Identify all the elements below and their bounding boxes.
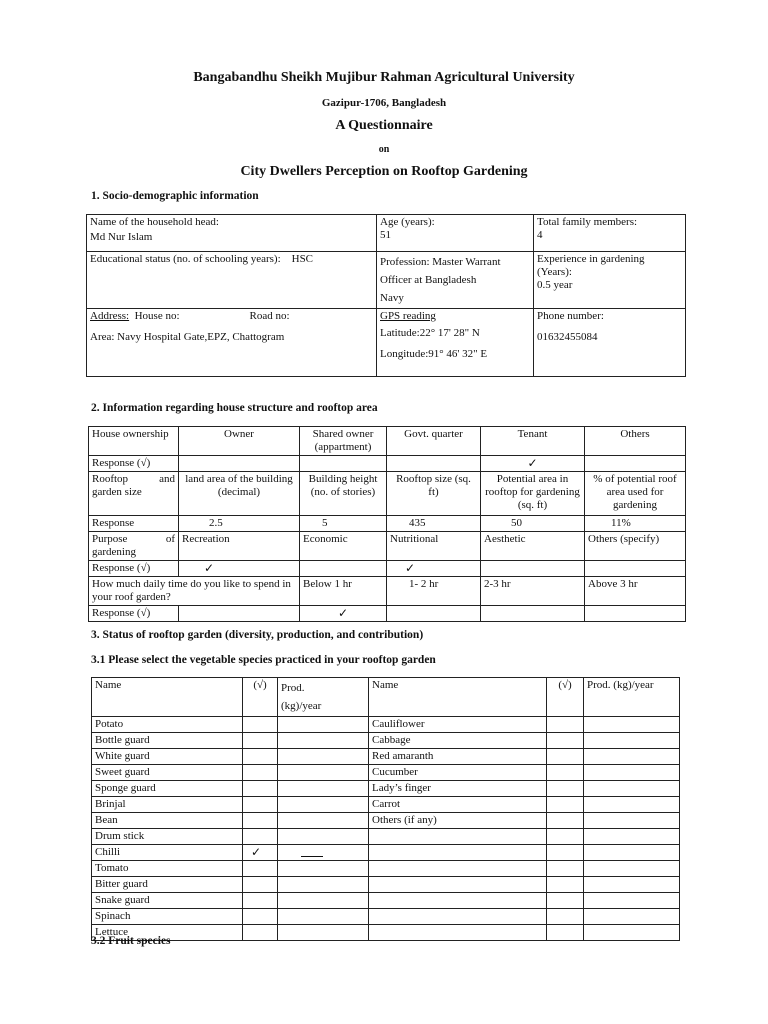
section3-heading: 3. Status of rooftop garden (diversity, production, and contribution): [91, 629, 424, 641]
education-cell: Educational status (no. of schooling years): HSC: [87, 252, 377, 309]
family-members-cell: Total family members: 4: [534, 215, 686, 252]
empty-cell: [278, 781, 369, 797]
empty-cell: [547, 781, 584, 797]
empty-cell: [243, 717, 278, 733]
response-label-3: Response (√): [89, 561, 179, 577]
empty-cell: [243, 765, 278, 781]
rooftop-size-value: 435: [387, 516, 481, 532]
recreation-checkmark: ✓: [179, 561, 300, 577]
empty-cell: [547, 717, 584, 733]
empty-cell: [547, 877, 584, 893]
check-header-right: (√): [547, 678, 584, 717]
socio-demographic-table: [86, 214, 686, 377]
empty-cell: [584, 877, 680, 893]
address-cell: Address: House no: Road no: Area: Navy Hospital Gate,EPZ, Chattogram: [87, 309, 377, 377]
prod-header-left: Prod. (kg)/year: [278, 678, 369, 717]
shared-owner-header: Shared owner (appartment): [300, 427, 387, 456]
vegetable-row-right: Cabbage: [369, 733, 547, 749]
empty-cell: [278, 925, 369, 941]
prod-header-right: Prod. (kg)/year: [584, 678, 680, 717]
nutritional-checkmark: ✓: [387, 561, 481, 577]
empty-cell: [369, 845, 547, 861]
empty-cell: [243, 877, 278, 893]
section3-1-heading: 3.1 Please select the vegetable species practiced in your rooftop garden: [91, 654, 436, 666]
empty-cell: [278, 829, 369, 845]
daily-time-question: How much daily time do you like to spend in your roof garden?: [89, 577, 300, 606]
profession-cell: Profession: Master Warrant Officer at Bangladesh Navy: [377, 252, 534, 309]
empty-cell: [584, 781, 680, 797]
empty-cell: [547, 733, 584, 749]
one-two-hr-response: [387, 606, 481, 622]
age-cell: Age (years): 51: [377, 215, 534, 252]
ownership-others-response: [585, 456, 686, 472]
one-two-hr-header: 1- 2 hr: [387, 577, 481, 606]
empty-cell: [584, 765, 680, 781]
name-header-right: Name: [369, 678, 547, 717]
empty-cell: [278, 797, 369, 813]
empty-cell: [278, 877, 369, 893]
vegetable-row-left: Bottle guard: [92, 733, 243, 749]
empty-cell: [547, 829, 584, 845]
empty-cell: [547, 893, 584, 909]
land-area-value: 2.5: [179, 516, 300, 532]
vegetable-row-left: Bean: [92, 813, 243, 829]
nutritional-header: Nutritional: [387, 532, 481, 561]
check-header-left: (√): [243, 678, 278, 717]
potential-area-value: 50: [481, 516, 585, 532]
vegetable-row-left: White guard: [92, 749, 243, 765]
empty-cell: [243, 925, 278, 941]
ownership-owner-response: [179, 456, 300, 472]
vegetable-row-left: Sweet guard: [92, 765, 243, 781]
rooftop-size-header: Rooftop size (sq. ft): [387, 472, 481, 516]
questionnaire-topic: City Dwellers Perception on Rooftop Gardening: [240, 164, 528, 179]
vegetable-row-right: Cauliflower: [369, 717, 547, 733]
empty-cell: [584, 925, 680, 941]
empty-cell: [584, 893, 680, 909]
vegetable-row-left: Bitter guard: [92, 877, 243, 893]
empty-cell: [547, 845, 584, 861]
vegetable-row-left: Sponge guard: [92, 781, 243, 797]
empty-cell: [547, 861, 584, 877]
empty-cell: [584, 717, 680, 733]
vegetable-row-left: Potato: [92, 717, 243, 733]
empty-cell: [547, 765, 584, 781]
vegetable-row-right: Red amaranth: [369, 749, 547, 765]
empty-cell: [547, 925, 584, 941]
empty-cell: [243, 829, 278, 845]
empty-cell: [278, 813, 369, 829]
household-head-cell: Name of the household head: Md Nur Islam: [87, 215, 377, 252]
govt-quarter-header: Govt. quarter: [387, 427, 481, 456]
empty-cell: [278, 733, 369, 749]
empty-cell: [369, 877, 547, 893]
phone-cell: Phone number: 01632455084: [534, 309, 686, 377]
house-structure-table: [88, 426, 686, 622]
vegetable-species-table: [91, 677, 680, 941]
economic-response: [300, 561, 387, 577]
empty-cell: [278, 893, 369, 909]
percent-used-value: 11%: [585, 516, 686, 532]
university-address: Gazipur-1706, Bangladesh: [321, 97, 447, 109]
empty-cell: [243, 893, 278, 909]
above-3hr-header: Above 3 hr: [585, 577, 686, 606]
empty-cell: [369, 925, 547, 941]
aesthetic-response: [481, 561, 585, 577]
empty-cell: [547, 797, 584, 813]
below-1hr-checkmark: ✓: [300, 606, 387, 622]
on-label: on: [378, 144, 390, 155]
empty-cell: [369, 829, 547, 845]
time-response-blank: [179, 606, 300, 622]
vegetable-row-left: Tomato: [92, 861, 243, 877]
empty-cell: [278, 861, 369, 877]
empty-cell: [584, 733, 680, 749]
empty-cell: [243, 733, 278, 749]
chilli-checkmark: ✓: [243, 845, 278, 861]
two-three-hr-response: [481, 606, 585, 622]
name-header-left: Name: [92, 678, 243, 717]
doc-type: A Questionnaire: [335, 118, 433, 133]
response-label: Response (√): [89, 456, 179, 472]
purpose-label: Purpose of gardening: [89, 532, 179, 561]
response-label-4: Response (√): [89, 606, 179, 622]
empty-cell: [243, 749, 278, 765]
section3-2-heading: 3.2 Fruit species: [91, 935, 171, 947]
empty-cell: [243, 813, 278, 829]
house-ownership-label: House ownership: [89, 427, 179, 456]
vegetable-row-left: Drum stick: [92, 829, 243, 845]
building-height-header: Building height (no. of stories): [300, 472, 387, 516]
empty-cell: [547, 909, 584, 925]
percent-used-header: % of potential roof area used for gardening: [585, 472, 686, 516]
empty-cell: [584, 909, 680, 925]
aesthetic-header: Aesthetic: [481, 532, 585, 561]
above-3hr-response: [585, 606, 686, 622]
chilli-production-dash: [278, 845, 369, 861]
experience-cell: Experience in gardening (Years): 0.5 year: [534, 252, 686, 309]
vegetable-row-right: Carrot: [369, 797, 547, 813]
ownership-shared-response: [300, 456, 387, 472]
others-specify-header: Others (specify): [585, 532, 686, 561]
vegetable-row-right: Cucumber: [369, 765, 547, 781]
empty-cell: [243, 797, 278, 813]
empty-cell: [278, 765, 369, 781]
vegetable-row-right: Others (if any): [369, 813, 547, 829]
vegetable-row-right: Lady’s finger: [369, 781, 547, 797]
building-height-value: 5: [300, 516, 387, 532]
section1-heading: 1. Socio-demographic information: [91, 190, 259, 202]
empty-cell: [547, 813, 584, 829]
empty-cell: [243, 861, 278, 877]
empty-cell: [278, 749, 369, 765]
rooftop-garden-size-label: Rooftop and garden size: [89, 472, 179, 516]
potential-area-header: Potential area in rooftop for gardening (sq. ft): [481, 472, 585, 516]
vegetable-row-left: Lettuce: [92, 925, 243, 941]
owner-header: Owner: [179, 427, 300, 456]
vegetable-row-left: Chilli: [92, 845, 243, 861]
empty-cell: [584, 813, 680, 829]
empty-cell: [584, 797, 680, 813]
empty-cell: [278, 909, 369, 925]
gps-cell: GPS reading Latitude:22° 17' 28" N Longitude:91° 46' 32" E: [377, 309, 534, 377]
empty-cell: [243, 781, 278, 797]
vegetable-row-left: Snake guard: [92, 893, 243, 909]
response-label-2: Response: [89, 516, 179, 532]
empty-cell: [584, 861, 680, 877]
empty-cell: [369, 893, 547, 909]
vegetable-row-left: Brinjal: [92, 797, 243, 813]
two-three-hr-header: 2-3 hr: [481, 577, 585, 606]
tenant-checkmark: ✓: [481, 456, 585, 472]
recreation-header: Recreation: [179, 532, 300, 561]
tenant-header: Tenant: [481, 427, 585, 456]
others-specify-response: [585, 561, 686, 577]
below-1hr-header: Below 1 hr: [300, 577, 387, 606]
empty-cell: [584, 845, 680, 861]
ownership-govt-response: [387, 456, 481, 472]
empty-cell: [369, 909, 547, 925]
land-area-header: land area of the building (decimal): [179, 472, 300, 516]
empty-cell: [547, 749, 584, 765]
others-header: Others: [585, 427, 686, 456]
vegetable-row-left: Spinach: [92, 909, 243, 925]
empty-cell: [278, 717, 369, 733]
section2-heading: 2. Information regarding house structure and rooftop area: [91, 402, 378, 414]
empty-cell: [243, 909, 278, 925]
empty-cell: [584, 829, 680, 845]
university-title: Bangabandhu Sheikh Mujibur Rahman Agricultural University: [193, 70, 575, 85]
empty-cell: [584, 749, 680, 765]
empty-cell: [369, 861, 547, 877]
economic-header: Economic: [300, 532, 387, 561]
